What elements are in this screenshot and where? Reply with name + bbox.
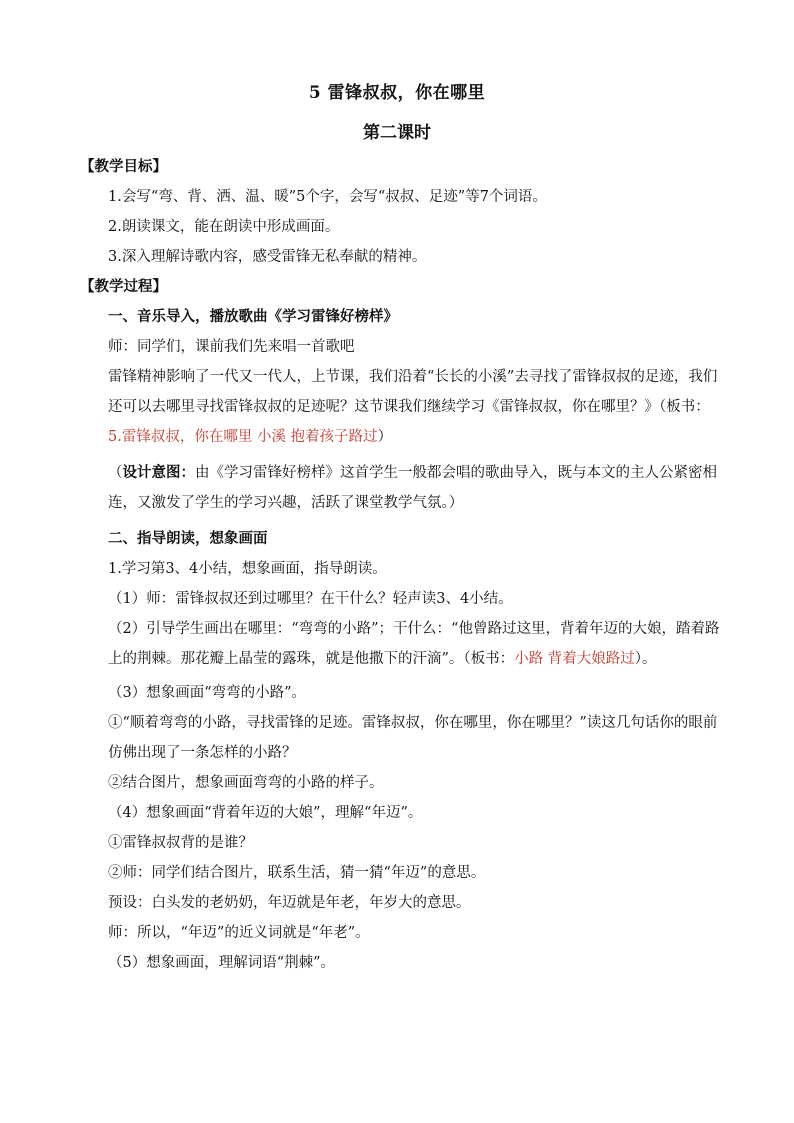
goals-heading: 【教学目标】 — [80, 158, 167, 175]
part1-intro-paragraph — [80, 362, 720, 452]
step-1-2 — [80, 614, 720, 674]
step-1-4-a: ①雷锋叔叔背的是谁？ — [108, 835, 253, 851]
step-1-2-text: （2）引导学生画出在哪里：“弯弯的小路”；干什么：“他曾路过这里，背着年迈的大娘，踏着路上的荆棘。那花瓣上晶莹的露珠，就是他撒下的汗滴”。（板书： — [108, 621, 720, 667]
part1-title: 一、音乐导入，播放歌曲《学习雷锋好榜样》 — [108, 308, 398, 325]
step-1-4: （4）想象画面“背着年迈的大娘”，理解“年迈”。 — [108, 805, 423, 821]
step-1-1: （1）师：雷锋叔叔还到过哪里？在干什么？轻声读3、4小结。 — [108, 591, 513, 607]
lesson-title: 5 雷锋叔叔，你在哪里 — [308, 83, 486, 103]
part1-teacher-line: 师：同学们，课前我们先来唱一首歌吧 — [108, 339, 355, 355]
design-intent-label: 设计意图： — [122, 464, 195, 481]
step-1-4-preset: 预设：白头发的老奶奶，年迈就是年老，年岁大的意思。 — [108, 895, 471, 911]
intro-text: 雷锋精神影响了一代又一代人，上节课，我们沿着“长长的小溪”去寻找了雷锋叔叔的足迹，我们还可以去哪里寻找雷锋叔叔的足迹呢？这节课我们继续学习《雷锋叔叔，你在哪里？》（板书： — [108, 369, 718, 415]
step-1-2-end: ）。 — [634, 651, 657, 667]
step-1-3: （3）想象画面“弯弯的小路”。 — [108, 685, 307, 701]
board-note-1: 5.雷锋叔叔，你在哪里 小溪 抱着孩子路过 — [108, 429, 378, 445]
design-open: （ — [108, 465, 123, 481]
design-intent-paragraph — [80, 458, 720, 518]
process-heading: 【教学过程】 — [80, 278, 167, 295]
intro-text-end: ） — [377, 429, 393, 445]
step-1-4-teacher: 师：所以，“年迈”的近义词就是“年老”。 — [108, 925, 370, 941]
step-1-3-b: ②结合图片，想象画面弯弯的小路的样子。 — [108, 775, 384, 791]
lesson-subtitle: 第二课时 — [363, 123, 431, 143]
step-1-4-b: ②师：同学们结合图片，联系生活，猜一猜“年迈”的意思。 — [108, 865, 486, 881]
design-intent-text: 由《学习雷锋好榜样》这首学生一般都会唱的歌曲导入，既与本文的主人公紧密相连，又激发了学生的学习兴趣，活跃了课堂教学气氛。） — [108, 465, 717, 511]
lesson-content — [80, 152, 720, 978]
step-1: 1.学习第3、4小结，想象画面，指导朗读。 — [108, 561, 387, 577]
step-1-3-a: ①“顺着弯弯的小路，寻找雷锋的足迹。雷锋叔叔，你在哪里，你在哪里？”读这几句话你的眼前仿佛出现了一条怎样的小路？ — [108, 715, 718, 761]
goal-item-1: 1.会写“弯、背、洒、温、暖”5个字，会写“叔叔、足迹”等7个词语。 — [108, 189, 547, 205]
goal-item-3: 3.深入理解诗歌内容，感受雷锋无私奉献的精神。 — [108, 249, 427, 265]
step-1-5: （5）想象画面，理解词语“荆棘”。 — [108, 955, 336, 971]
goal-item-2: 2.朗读课文，能在朗读中形成画面。 — [108, 219, 340, 235]
part2-title: 二、指导朗读，想象画面 — [108, 530, 268, 547]
board-note-2: 小路 背着大娘路过 — [514, 651, 635, 667]
